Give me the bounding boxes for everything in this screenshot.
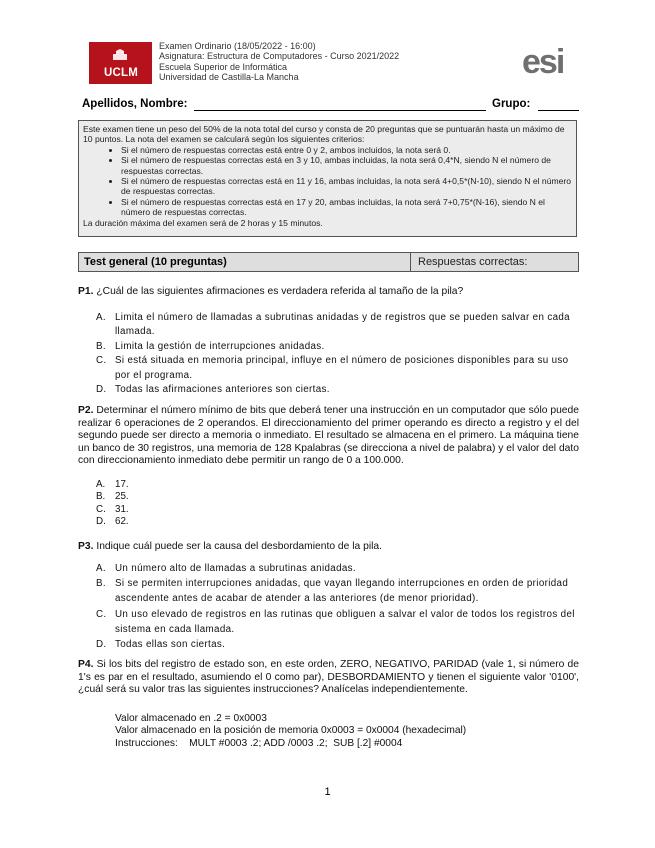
option-c[interactable] <box>96 504 296 516</box>
esi-logo <box>521 44 577 80</box>
option-letter: C. <box>96 355 107 367</box>
option-letter: D. <box>96 639 107 651</box>
option-letter: A. <box>96 312 106 323</box>
option-a[interactable] <box>96 311 580 340</box>
option-c[interactable] <box>96 354 580 383</box>
group-label: Grupo: <box>492 98 531 110</box>
option-text: Si se permiten interrupciones anidadas, que vayan llegando interrupciones en orden de prioridad ascendente antes de acabar de atender a las anteriores (de menor prioridad). <box>115 578 569 605</box>
option-letter: A. <box>96 479 106 490</box>
question-label: P1. <box>78 286 94 297</box>
option-b[interactable] <box>96 491 296 503</box>
criteria-item: • Si el número de respuestas correctas está en 11 y 16, ambas incluidas, la nota será 4+0,5*(N-10), siendo N el número de respuestas correctas. <box>121 176 572 197</box>
header-line-university: Universidad de Castilla-La Mancha <box>159 72 299 83</box>
page-number: 1 <box>324 786 331 798</box>
question-label: P3. <box>78 541 94 552</box>
criteria-item: • Si el número de respuestas correctas está en 17 y 20, ambas incluidas, la nota será 7+0,75*(N-16), siendo N el número de respuestas correctas. <box>121 197 572 218</box>
header-line-exam: Examen Ordinario (18/05/2022 - 16:00) <box>159 41 316 51</box>
option-d[interactable] <box>96 383 580 397</box>
option-letter: C. <box>96 503 106 515</box>
criteria-item: • Si el número de respuestas correctas está en 3 y 10, ambas incluidas, la nota será 0,4*N, siendo N el número de respuestas correctas. <box>121 155 572 176</box>
instructions-intro: Este examen tiene un peso del 50% de la nota total del curso y consta de 20 preguntas que se puntuarán hasta un máximo de 10 puntos. La nota del examen se calculará según los siguientes criterios: <box>83 124 565 145</box>
option-letter: B. <box>96 578 106 590</box>
uclm-logo <box>89 42 152 84</box>
uclm-emblem-icon <box>111 48 129 62</box>
question-2 <box>78 405 579 468</box>
group-field-line[interactable] <box>538 110 579 111</box>
option-text: Limita el número de llamadas a subrutinas anidadas y de registros que se pueden salvar en cada llamada. <box>115 312 570 338</box>
option-text: Todas ellas son ciertas. <box>115 639 226 651</box>
option-text: Si está situada en memoria principal, influye en el número de posiciones disponibles para su uso por el programa. <box>115 355 569 381</box>
option-c[interactable] <box>96 607 580 637</box>
option-text: Limita la gestión de interrupciones anidadas. <box>115 340 325 352</box>
option-text: 62. <box>115 515 129 527</box>
exam-header-info <box>159 41 399 83</box>
option-a[interactable] <box>96 561 580 576</box>
option-text: Todas las afirmaciones anteriores son ciertas. <box>115 384 330 396</box>
question-3-options <box>96 561 580 652</box>
option-letter: A. <box>96 563 106 574</box>
section-title: Test general (10 preguntas) <box>84 256 227 268</box>
section-header-table <box>78 252 579 272</box>
option-letter: D. <box>96 384 107 396</box>
criteria-item: • Si el número de respuestas correctas está entre 0 y 2, ambos incluidos, la nota será 0. <box>121 145 572 155</box>
code-line: Instrucciones: MULT #0003 .2; ADD /0003 .2; SUB [.2] #0004 <box>115 737 403 749</box>
question-3 <box>78 541 578 554</box>
code-line: Valor almacenado en .2 = 0x0003 <box>115 713 267 724</box>
option-letter: B. <box>96 491 106 503</box>
section-title-cell <box>79 253 411 271</box>
question-label: P2. <box>78 405 94 416</box>
esi-logo-text: esi <box>522 44 564 80</box>
student-info-row <box>82 98 579 114</box>
question-4-code <box>115 713 466 750</box>
option-text: 17. <box>115 479 129 490</box>
name-label: Apellidos, Nombre: <box>82 98 188 110</box>
uclm-logo-text: UCLM <box>103 67 138 79</box>
option-d[interactable] <box>96 516 296 528</box>
option-letter: D. <box>96 515 106 527</box>
code-line: Valor almacenado en la posición de memoria 0x0003 = 0x0004 (hexadecimal) <box>115 725 467 737</box>
question-text: Determinar el número mínimo de bits que deberá tener una instrucción en un computador que sólo puede realizar 6 operaciones de 2 operandos. El direccionamiento del primer operando es directo a registro y el del segundo puede ser directo a memoria o inmediato. El resultado se almacena en el primero. La máquina tiene un banco de 30 registros, una memoria de 128 Kpalabras (se direcciona a nivel de palabra) y el valor del dato con direccionamiento inmediato debe permitir un rango de 0 a 100.000. <box>78 405 579 466</box>
option-a[interactable] <box>96 479 296 491</box>
criteria-list <box>83 145 572 218</box>
header-line-subject: Asignatura: Estructura de Computadores - Curso 2021/2022 <box>159 51 400 62</box>
question-2-options <box>96 479 296 528</box>
option-b[interactable] <box>96 576 580 606</box>
instructions-box <box>78 120 577 237</box>
option-b[interactable] <box>96 340 580 354</box>
question-text: Indique cuál puede ser la causa del desbordamiento de la pila. <box>96 541 382 552</box>
option-d[interactable] <box>96 637 580 652</box>
instructions-duration: La duración máxima del examen será de 2 horas y 15 minutos. <box>83 217 323 228</box>
header-line-school: Escuela Superior de Informática <box>159 61 288 72</box>
question-1 <box>78 286 578 299</box>
question-text: ¿Cuál de las siguientes afirmaciones es verdadera referida al tamaño de la pila? <box>96 286 464 297</box>
question-1-options <box>96 311 580 397</box>
question-label: P4. <box>78 659 94 670</box>
option-text: 25. <box>115 491 129 503</box>
option-text: Un número alto de llamadas a subrutinas anidadas. <box>115 563 356 574</box>
answers-label: Respuestas correctas: <box>418 256 528 268</box>
name-field-line[interactable] <box>194 110 486 111</box>
option-letter: B. <box>96 340 106 352</box>
option-letter: C. <box>96 608 107 620</box>
option-text: Un uso elevado de registros en las rutinas que obliguen a salvar el valor de todos los registros del sistema en cada llamada. <box>115 608 575 635</box>
option-text: 31. <box>115 503 129 515</box>
question-text: Si los bits del registro de estado son, en este orden, ZERO, NEGATIVO, PARIDAD (vale 1, si número de 1's es par en el resultado, asumiendo el 0 como par), DESBORDAMIENTO y tienen el siguiente valor '0100', ¿cuál será su valor tras las siguientes instrucciones? Analícelas independientemente. <box>78 659 579 696</box>
question-4 <box>78 659 579 697</box>
